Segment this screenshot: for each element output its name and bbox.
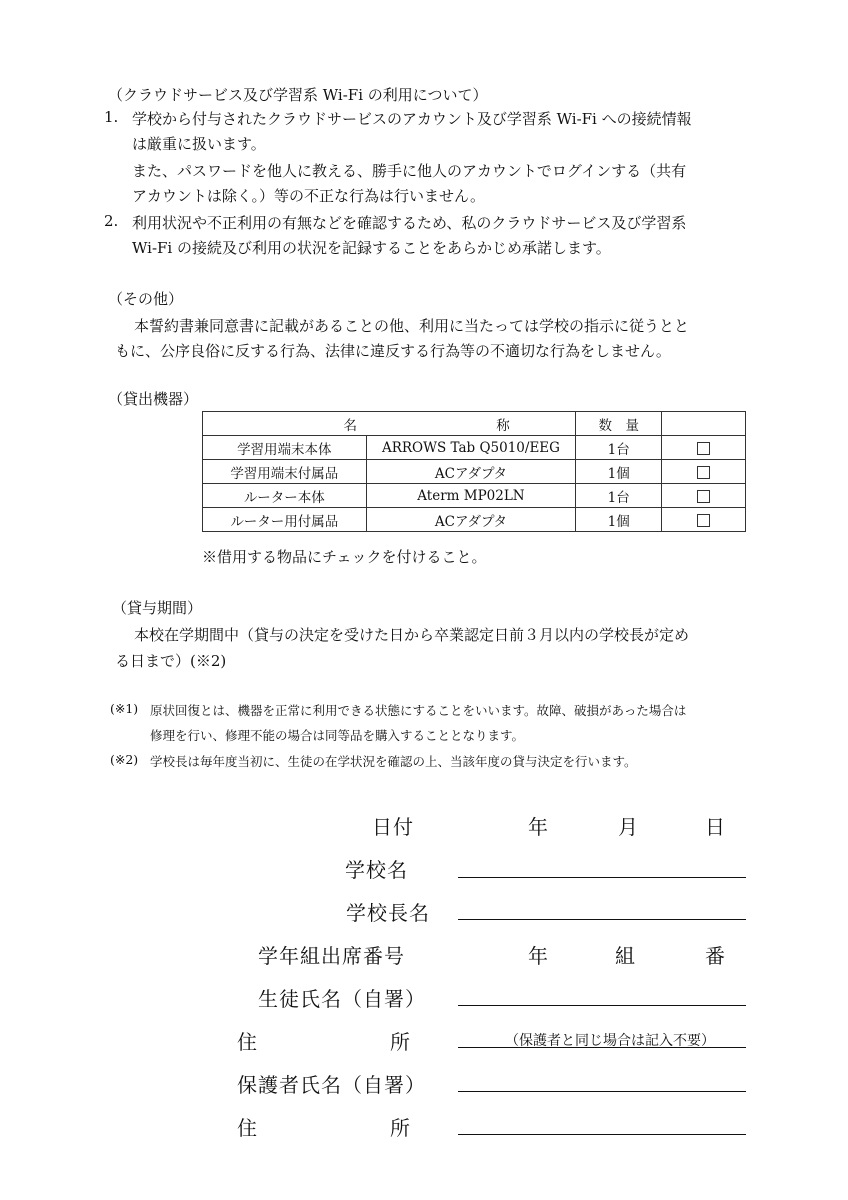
equipment-model: ARROWS Tab Q5010/EEG: [366, 436, 576, 460]
period-heading: （貸与期間）: [112, 599, 203, 617]
equipment-qty: 1個: [576, 508, 662, 532]
principal-name-field[interactable]: [458, 919, 746, 920]
equipment-qty: 1個: [576, 460, 662, 484]
address-note: （保護者と同じ場合は記入不要）: [505, 1033, 715, 1049]
checkbox-icon[interactable]: [697, 490, 710, 503]
table-row: [203, 508, 746, 532]
equipment-check-header: [662, 412, 746, 436]
equipment-name: ルーター用付属品: [203, 508, 367, 532]
cloud-item2-number: 2.: [104, 212, 119, 230]
equipment-qty: 1台: [576, 436, 662, 460]
equipment-table-header: [203, 412, 746, 436]
address-label-char1: 住: [237, 1030, 258, 1054]
note2-line1: 学校長は毎年度当初に、生徒の在学状況を確認の上、当該年度の貸与決定を行います。: [150, 754, 637, 769]
other-line2: もに、公序良俗に反する行為、法律に違反する行為等の不適切な行為をしません。: [115, 342, 671, 360]
name-header-char2: 称: [496, 417, 510, 434]
equipment-table: [202, 411, 746, 532]
principal-name-label: 学校長名: [346, 901, 430, 925]
table-row: [203, 484, 746, 508]
date-month: 月: [618, 815, 639, 839]
name-header-char1: 名: [343, 417, 357, 434]
guardian-address-field[interactable]: [458, 1134, 746, 1135]
cloud-item1-number: 1.: [104, 108, 119, 126]
equipment-name: ルーター本体: [203, 484, 367, 508]
address-label-char2: 所: [390, 1030, 411, 1054]
guardian-address-label-char2: 所: [390, 1116, 411, 1140]
school-name-field[interactable]: [458, 877, 746, 878]
period-line1: 本校在学期間中（貸与の決定を受けた日から卒業認定日前３月以内の学校長が定め: [134, 626, 690, 644]
table-row: [203, 460, 746, 484]
equipment-checkbox[interactable]: [662, 460, 746, 484]
cloud-item2-line1: 利用状況や不正利用の有無などを確認するため、私のクラウドサービス及び学習系: [132, 214, 687, 232]
other-line1: 本誓約書兼同意書に記載があることの他、利用に当たっては学校の指示に従うとと: [134, 317, 690, 335]
equipment-heading: （貸出機器）: [108, 390, 199, 408]
student-id-label: 学年組出席番号: [258, 944, 405, 968]
note1-line1: 原状回復とは、機器を正常に利用できる状態にすることをいいます。故障、破損があった場合は: [150, 703, 687, 718]
equipment-qty-header: 数 量: [576, 412, 662, 436]
class-label: 組: [615, 944, 636, 968]
date-year: 年: [528, 815, 549, 839]
student-name-field[interactable]: [458, 1005, 746, 1006]
equipment-model: ACアダプタ: [366, 460, 576, 484]
note1-line2: 修理を行い、修理不能の場合は同等品を購入することとなります。: [150, 728, 525, 743]
checkbox-icon[interactable]: [697, 442, 710, 455]
guardian-address-label-char1: 住: [237, 1116, 258, 1140]
equipment-name-header: [203, 412, 576, 436]
checkbox-icon[interactable]: [697, 466, 710, 479]
equipment-checkbox[interactable]: [662, 508, 746, 532]
cloud-heading: （クラウドサービス及び学習系 Wi-Fi の利用について）: [108, 86, 488, 104]
note2-label: (※2): [110, 752, 139, 767]
equipment-note: ※借用する物品にチェックを付けること。: [202, 548, 487, 566]
equipment-checkbox[interactable]: [662, 484, 746, 508]
school-name-label: 学校名: [345, 858, 408, 882]
student-name-label: 生徒氏名（自署）: [258, 987, 426, 1011]
table-row: [203, 436, 746, 460]
student-address-field[interactable]: [458, 1047, 746, 1048]
equipment-model: ACアダプタ: [366, 508, 576, 532]
equipment-name: 学習用端末本体: [203, 436, 367, 460]
date-day: 日: [705, 815, 726, 839]
date-label: 日付: [372, 815, 414, 839]
equipment-model: Aterm MP02LN: [366, 484, 576, 508]
note1-label: (※1): [110, 701, 139, 716]
guardian-name-field[interactable]: [458, 1091, 746, 1092]
number-label: 番: [705, 944, 726, 968]
other-heading: （その他）: [108, 290, 184, 308]
grade-label: 年: [528, 944, 549, 968]
cloud-item1-line3: また、パスワードを他人に教える、勝手に他人のアカウントでログインする（共有: [132, 162, 687, 180]
cloud-item1-line2: は厳重に扱います。: [132, 135, 266, 153]
equipment-qty: 1台: [576, 484, 662, 508]
guardian-name-label: 保護者氏名（自署）: [237, 1073, 426, 1097]
cloud-item2-line2: Wi-Fi の接続及び利用の状況を記録することをあらかじめ承諾します。: [132, 239, 611, 257]
equipment-checkbox[interactable]: [662, 436, 746, 460]
period-line2: る日まで）(※2): [115, 652, 227, 670]
cloud-item1-line1: 学校から付与されたクラウドサービスのアカウント及び学習系 Wi-Fi への接続情報: [132, 110, 692, 128]
equipment-name: 学習用端末付属品: [203, 460, 367, 484]
cloud-item1-line4: アカウントは除く。）等の不正な行為は行いません。: [132, 187, 485, 205]
checkbox-icon[interactable]: [697, 514, 710, 527]
